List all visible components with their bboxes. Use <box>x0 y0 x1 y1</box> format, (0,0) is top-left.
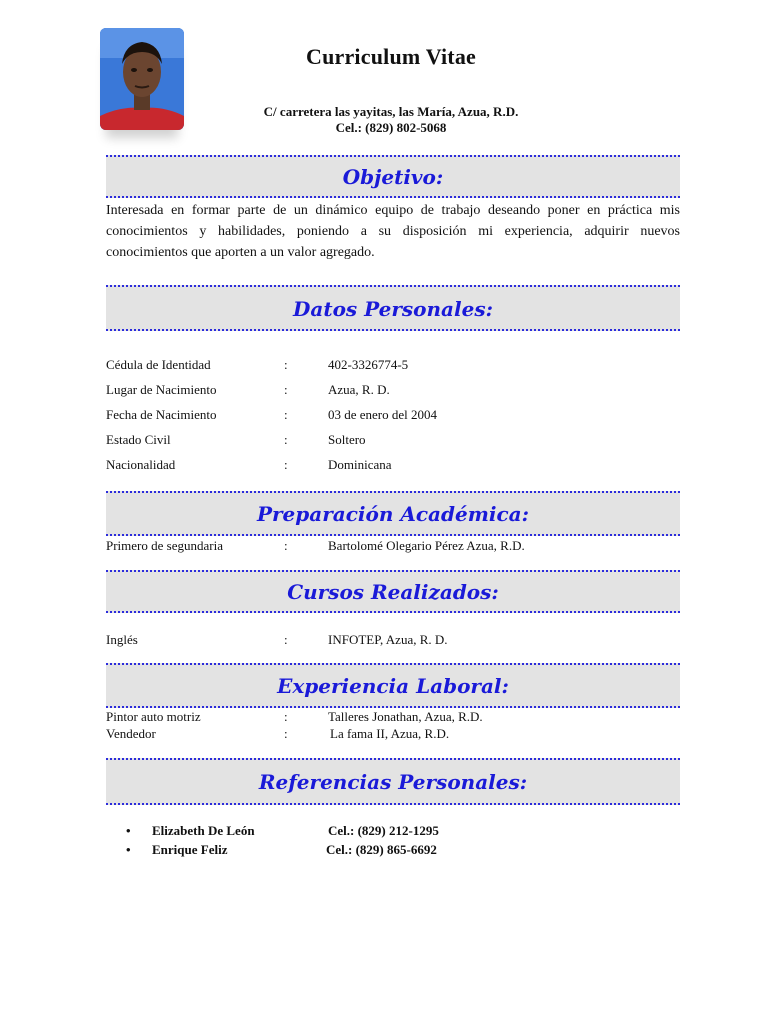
objective-text: Interesada en formar parte de un dinámico equipo de trabajo deseando poner en práctica mis conocimientos y habilidades, poniendo a su disposición mi experiencia, adquirir nuevos conocimientos que aporten a un valor agregado. <box>106 203 680 260</box>
reference-phone: Cel.: (829) 212-1295 <box>328 823 439 838</box>
row-value: Azua, R. D. <box>328 382 390 397</box>
row-label: Cédula de Identidad <box>106 357 211 372</box>
row-separator: : <box>284 382 288 397</box>
row-value: Dominicana <box>328 457 392 472</box>
reference-name: Enrique Feliz <box>152 842 228 857</box>
row-value: 402-3326774-5 <box>328 357 409 372</box>
address: C/ carretera las yayitas, las María, Azua, R.D. <box>263 104 519 119</box>
section-courses-heading: Cursos Realizados: <box>106 570 680 613</box>
row-label: Pintor auto motriz <box>106 709 201 724</box>
row-label: Primero de segundaria <box>106 538 223 553</box>
row-separator: : <box>284 457 288 472</box>
experience-row <box>106 726 680 744</box>
experience-row <box>106 709 680 727</box>
profile-photo <box>100 28 184 130</box>
row-separator: : <box>284 432 288 447</box>
personal-row-civil-status <box>106 432 680 450</box>
row-value: Soltero <box>328 432 366 447</box>
section-references-heading: Referencias Personales: <box>106 758 680 805</box>
row-separator: : <box>284 357 288 372</box>
section-personal-heading: Datos Personales: <box>106 285 680 331</box>
reference-phone: Cel.: (829) 865-6692 <box>326 842 437 857</box>
bullet: • <box>126 842 131 857</box>
section-objective-heading: Objetivo: <box>106 155 680 198</box>
section-experience-heading: Experiencia Laboral: <box>106 663 680 708</box>
row-value: Talleres Jonathan, Azua, R.D. <box>328 709 483 724</box>
academic-row <box>106 538 680 556</box>
page-title: Curriculum Vitae <box>305 44 476 69</box>
personal-row-birthplace <box>106 382 680 400</box>
row-label: Inglés <box>106 632 138 647</box>
row-separator: : <box>284 726 288 741</box>
row-label: Nacionalidad <box>106 457 176 472</box>
row-separator: : <box>284 407 288 422</box>
contact-block <box>200 104 582 136</box>
row-value: 03 de enero del 2004 <box>328 407 438 422</box>
row-label: Lugar de Nacimiento <box>106 382 217 397</box>
row-value: INFOTEP, Azua, R. D. <box>328 632 448 647</box>
phone: Cel.: (829) 802-5068 <box>335 120 447 135</box>
row-label: Estado Civil <box>106 432 171 447</box>
section-academic-heading: Preparación Académica: <box>106 491 680 536</box>
row-label: Fecha de Nacimiento <box>106 407 217 422</box>
course-row <box>106 632 680 650</box>
reference-name: Elizabeth De León <box>152 823 255 838</box>
row-separator: : <box>284 709 288 724</box>
personal-row-birthdate <box>106 407 680 425</box>
personal-row-nationality <box>106 457 680 475</box>
personal-row-id <box>106 357 680 375</box>
bullet: • <box>126 823 131 838</box>
row-separator: : <box>284 632 288 647</box>
row-value: Bartolomé Olegario Pérez Azua, R.D. <box>328 538 525 553</box>
row-value: La fama II, Azua, R.D. <box>330 726 450 741</box>
row-label: Vendedor <box>106 726 156 741</box>
row-separator: : <box>284 538 288 553</box>
